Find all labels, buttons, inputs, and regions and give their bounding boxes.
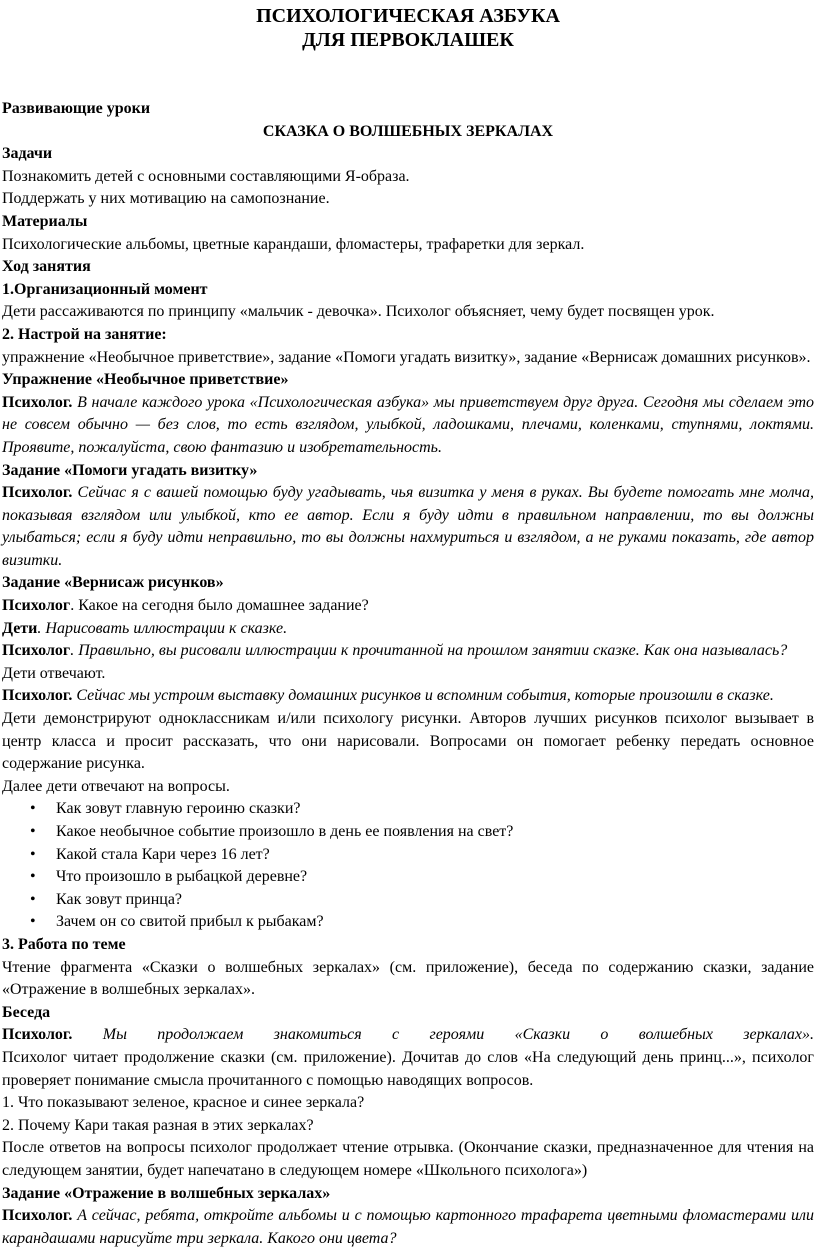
- list-item: • Как зовут принца?: [2, 889, 814, 912]
- exercise2-heading: Задание «Помоги угадать визитку»: [2, 461, 258, 479]
- question-line: 1. Что показывают зеленое, красное и синее зеркала?: [2, 1094, 365, 1112]
- speaker-label: Психолог.: [2, 484, 73, 502]
- list-item: • Какое необычное событие произошло в день ее появления на свет?: [2, 821, 814, 844]
- tasks-heading: Задачи: [2, 145, 53, 163]
- conversation-italic: Мы продолжаем знакомиться с героями «Сказки о волшебных зеркалах».: [72, 1026, 814, 1044]
- task-item: Поддержать у них мотивацию на самопознание.: [2, 190, 330, 208]
- speaker-label: Дети: [2, 619, 38, 637]
- exercise2-text: Сейчас я с вашей помощью буду угадывать, чья визитка у меня в руках. Вы будете помогать мне молча, показывая взглядом или улыбкой, кто ее автор. Если я буду идти в правильном направлении, то вы должны улыбаться; если я буду идти неправильно, то вы должны нахмуриться и взглядом, а не руками показать, где автор визитки.: [2, 484, 814, 569]
- topic-text: Чтение фрагмента «Сказки о волшебных зеркалах» (см. приложение), беседа по содержанию сказки, задание «Отражение в волшебных зеркалах».: [2, 958, 814, 999]
- speaker-label: Психолог.: [2, 1207, 73, 1225]
- list-item: • Зачем он со свитой прибыл к рыбакам?: [2, 911, 814, 934]
- course-heading: Ход занятия: [2, 258, 91, 276]
- task-item: Познакомить детей с основными составляющими Я-образа.: [2, 167, 410, 185]
- dialog-text: Сейчас мы устроим выставку домашних рисунков и вспомним события, которые произошли в сказке.: [72, 687, 774, 705]
- narration-line: Далее дети отвечают на вопросы.: [2, 777, 230, 795]
- title-line-1: ПСИХОЛОГИЧЕСКАЯ АЗБУКА: [256, 5, 560, 27]
- dialog-line: [2, 595, 814, 618]
- step2-heading: 2. Настрой на занятие:: [2, 325, 167, 343]
- dialog-text: . Нарисовать иллюстрации к сказке.: [37, 619, 288, 637]
- question-line: 2. Почему Кари такая разная в этих зеркалах?: [2, 1116, 314, 1134]
- exercise1-heading: Упражнение «Необычное приветствие»: [2, 371, 289, 389]
- narration-paragraph: Дети демонстрируют одноклассникам и/или психологу рисунки. Авторов лучших рисунков психолог вызывает в центр класса и просит рассказать, что они нарисовали. Вопросами он помогает ребенку передать основное содержание рисунка.: [2, 710, 814, 773]
- exercise1-paragraph: [2, 392, 814, 460]
- speaker-label: Психолог.: [2, 687, 73, 705]
- exercise3-heading: Задание «Вернисаж рисунков»: [2, 574, 224, 592]
- conversation-after: После ответов на вопросы психолог продолжает чтение отрывка. (Окончание сказки, предназначенное для чтения на следующем занятии, будет напечатано в следующем номере «Школьного психолога»): [2, 1139, 814, 1179]
- conversation-intro: [2, 1024, 814, 1047]
- document-page: [2, 4, 814, 1250]
- conversation-heading: Беседа: [2, 1003, 51, 1021]
- section-label: Развивающие уроки: [2, 100, 151, 117]
- dialog-text: . Правильно, вы рисовали иллюстрации к прочитанной на прошлом занятии сказке. Как она называлась?: [70, 642, 788, 660]
- list-item: • Что произошло в рыбацкой деревне?: [2, 866, 814, 889]
- speaker-label: Психолог: [2, 597, 71, 615]
- exercise1-text: В начале каждого урока «Психологическая азбука» мы приветствуем друг друга. Сегодня мы сделаем это не совсем обычно — без слов, то есть взглядом, улыбкой, ладошками, плечами, коленками, ступнями, локтями. Проявите, пожалуйста, свою фантазию и изобретательность.: [2, 393, 814, 456]
- speaker-label: Психолог.: [2, 1026, 73, 1044]
- reflection-text: А сейчас, ребята, откройте альбомы и с помощью картонного трафарета цветными фломастерами или карандашами нарисуйте три зеркала. Какого они цвета?: [2, 1207, 814, 1247]
- dialog-line: [2, 685, 814, 708]
- step2-text: упражнение «Необычное приветствие», задание «Помоги угадать визитку», задание «Вернисаж домашних рисунков».: [2, 348, 811, 366]
- step1-heading: 1.Организационный момент: [2, 280, 208, 298]
- dialog-line: Дети отвечают.: [2, 664, 106, 682]
- speaker-label: Психолог: [2, 642, 71, 660]
- dialog-text: . Какое на сегодня было домашнее задание?: [70, 597, 369, 615]
- materials-heading: Материалы: [2, 212, 88, 230]
- step1-text: Дети рассаживаются по принципу «мальчик - девочка». Психолог объясняет, чему будет посвящен урок.: [2, 303, 715, 321]
- lesson-title: СКАЗКА О ВОЛШЕБНЫХ ЗЕРКАЛАХ: [262, 122, 554, 140]
- dialog-line: [2, 640, 814, 663]
- dialog-line: [2, 618, 814, 641]
- materials-text: Психологические альбомы, цветные карандаши, фломастеры, трафаретки для зеркал.: [2, 235, 585, 253]
- list-item: • Какой стала Кари через 16 лет?: [2, 844, 814, 867]
- list-item: • Как зовут главную героиню сказки?: [2, 798, 814, 821]
- document-title: [2, 4, 814, 52]
- title-line-2: ДЛЯ ПЕРВОКЛАШЕК: [302, 29, 514, 51]
- question-list: [2, 798, 814, 934]
- topic-heading: 3. Работа по теме: [2, 935, 126, 953]
- reflection-paragraph: [2, 1205, 814, 1250]
- reflection-heading: Задание «Отражение в волшебных зеркалах»: [2, 1184, 331, 1202]
- exercise2-paragraph: [2, 482, 814, 572]
- speaker-label: Психолог.: [2, 393, 73, 411]
- conversation-text: Психолог читает продолжение сказки (см. приложение). Дочитав до слов «На следующий день принц...», психолог проверяет понимание смысла прочитанного с помощью наводящих вопросов.: [2, 1048, 814, 1089]
